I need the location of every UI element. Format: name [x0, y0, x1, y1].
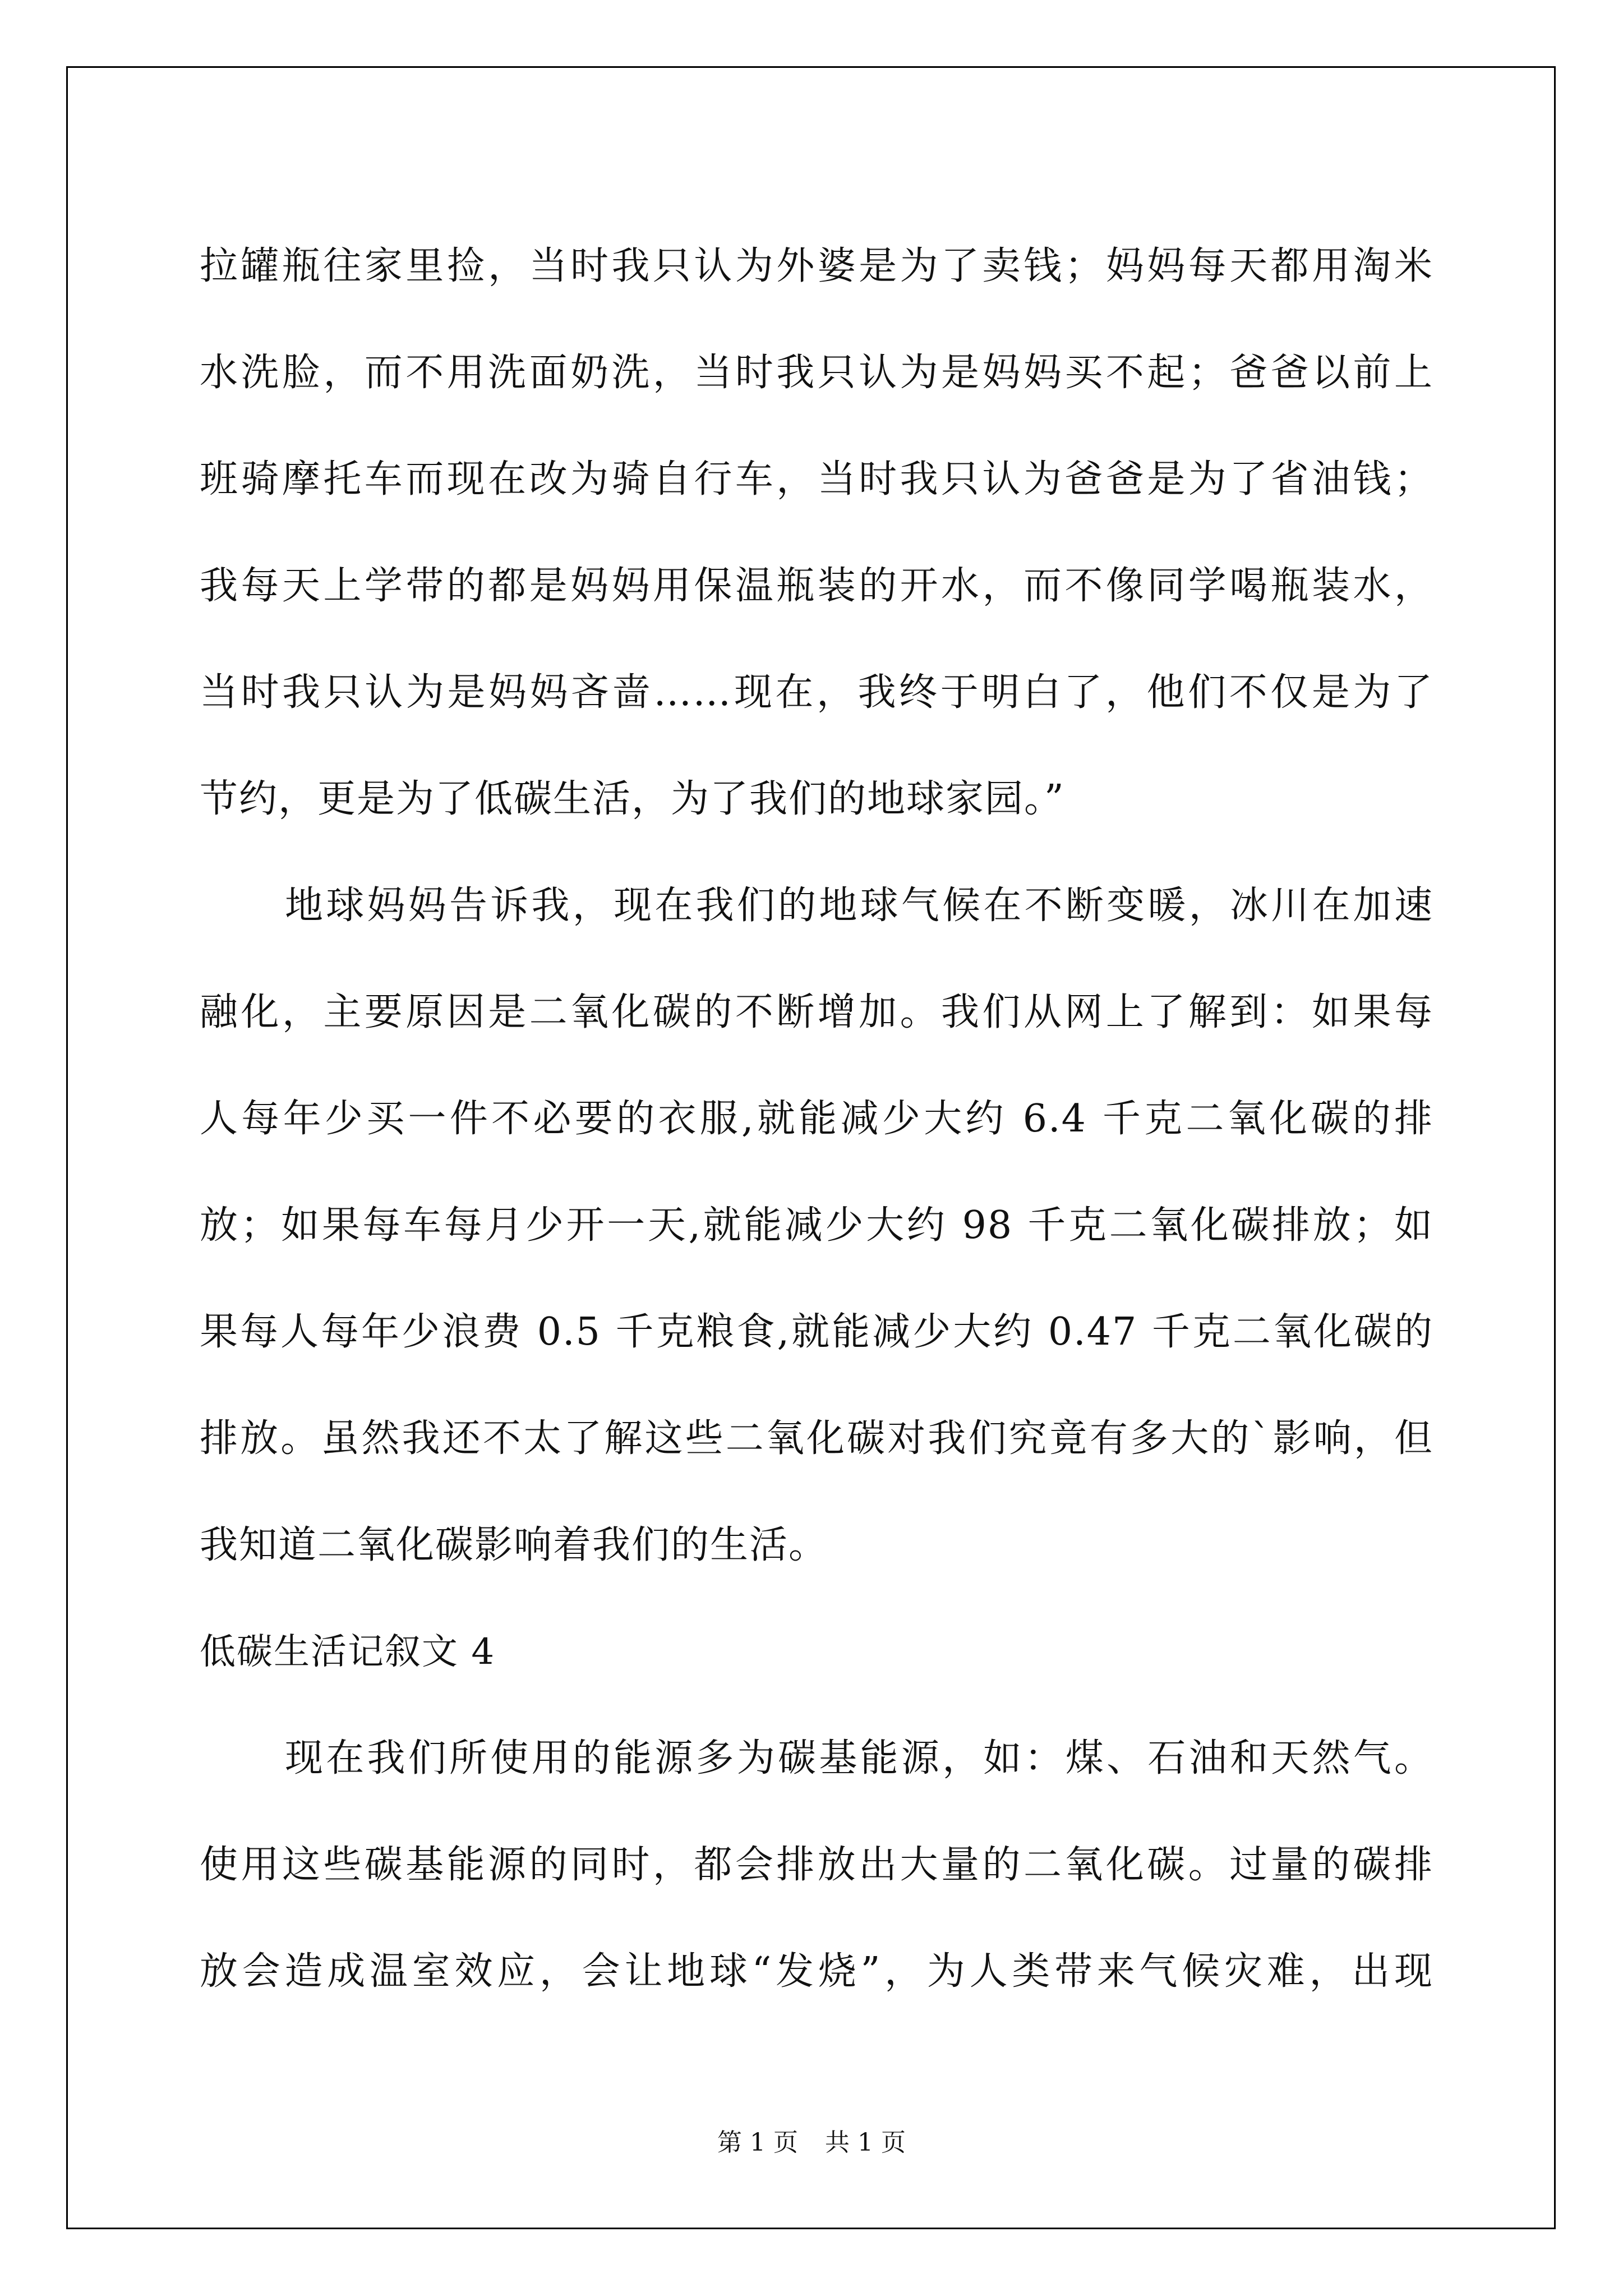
- text-line: 放；如果每车每月少开一天,就能减少大约 98 千克二氧化碳排放；如: [200, 1203, 1434, 1248]
- text-line: 水洗脸，而不用洗面奶洗，当时我只认为是妈妈买不起；爸爸以前上: [200, 351, 1433, 395]
- text-line: 班骑摩托车而现在改为骑自行车，当时我只认为爸爸是为了省油钱；: [200, 457, 1433, 501]
- text-line: 融化，主要原因是二氧化碳的不断增加。我们从网上了解到：如果每: [200, 990, 1433, 1034]
- text-line: 节约，更是为了低碳生活，为了我们的地球家园。”: [200, 777, 1065, 821]
- text-line: 我每天上学带的都是妈妈用保温瓶装的开水，而不像同学喝瓶装水，: [200, 564, 1433, 608]
- text-line: 使用这些碳基能源的同时，都会排放出大量的二氧化碳。过量的碳排: [200, 1843, 1433, 1887]
- document-body: [200, 213, 1433, 2025]
- page-footer: [0, 2126, 1623, 2160]
- text-line: 我知道二氧化碳影响着我们的生活。: [200, 1523, 828, 1567]
- text-line: 放会造成温室效应，会让地球“发烧”，为人类带来气候灾难，出现: [200, 1949, 1433, 1994]
- text-line: 人每年少买一件不必要的衣服,就能减少大约 6.4 千克二氧化碳的排: [200, 1097, 1433, 1141]
- text-line: 果每人每年少浪费 0.5 千克粮食,就能减少大约 0.47 千克二氧化碳的: [200, 1310, 1433, 1354]
- section-heading: 低碳生活记叙文 4: [200, 1631, 496, 1673]
- page-number: 第 1 页: [717, 2128, 798, 2157]
- text-line: 现在我们所使用的能源多为碳基能源，如：煤、石油和天然气。: [285, 1736, 1433, 1780]
- text-line: 排放。虽然我还不太了解这些二氧化碳对我们究竟有多大的`影响，但: [200, 1416, 1433, 1461]
- page-total: 共 1 页: [825, 2128, 906, 2157]
- text-line: 地球妈妈告诉我，现在我们的地球气候在不断变暖，冰川在加速: [285, 884, 1433, 928]
- text-line: 当时我只认为是妈妈吝啬……现在，我终于明白了，他们不仅是为了: [200, 670, 1433, 715]
- text-line: 拉罐瓶往家里捡，当时我只认为外婆是为了卖钱；妈妈每天都用淘米: [200, 244, 1433, 288]
